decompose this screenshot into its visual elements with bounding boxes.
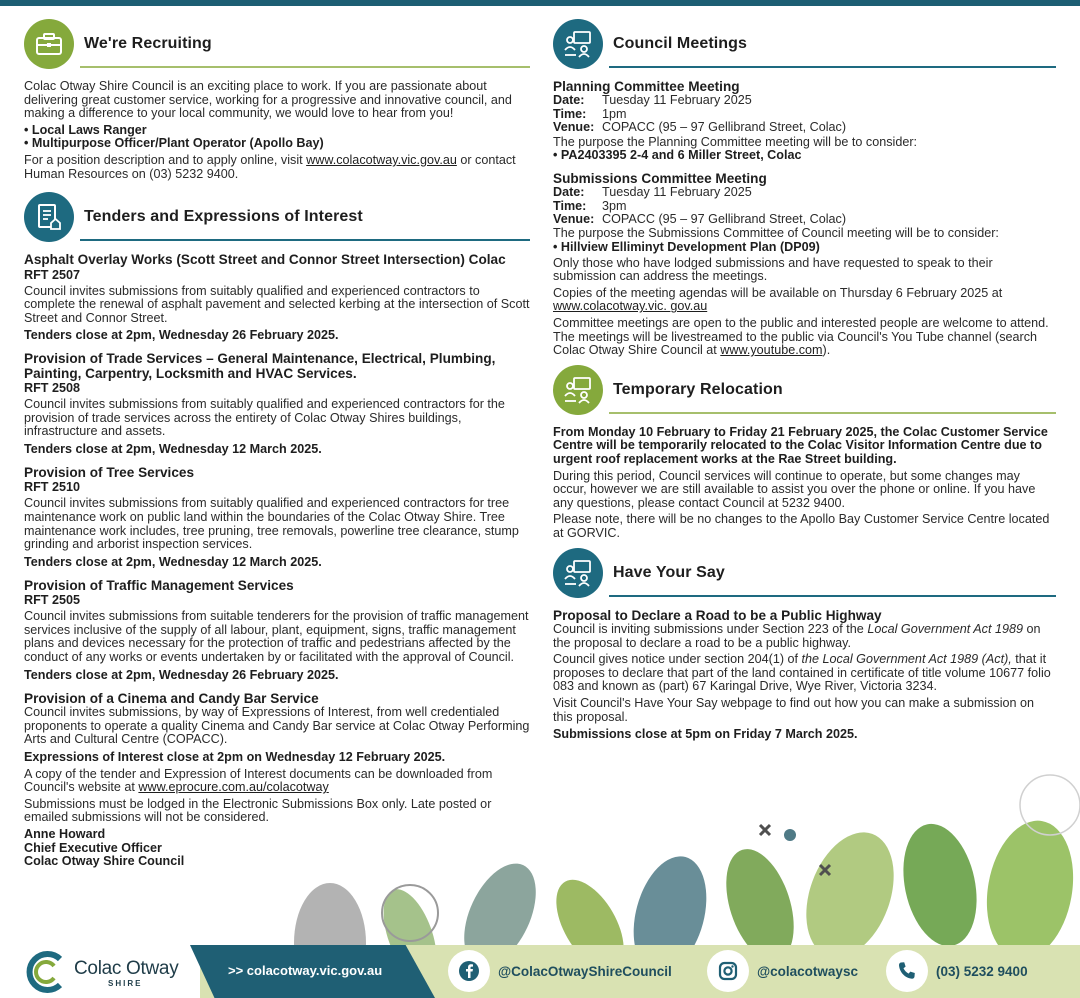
website-link[interactable]: >> colacotway.vic.gov.au — [228, 963, 383, 978]
apply-contact: or contact Human Resources on (03) 5232 9400. — [24, 152, 516, 181]
phone-contact[interactable] — [886, 950, 1028, 992]
tender-title: Asphalt Overlay Works (Scott Street and Connor Street Intersection) Colac — [24, 252, 506, 268]
apply-link[interactable]: www.colacotway.vic.gov.au — [306, 152, 457, 167]
footer — [0, 945, 1080, 998]
meetings-agenda — [553, 287, 1056, 314]
planning-meeting — [553, 80, 1056, 163]
planning-agenda-item: • PA2403395 2-4 and 6 Miller Street, Colac — [553, 149, 1056, 163]
cinema-title: Provision of a Cinema and Candy Bar Service — [24, 690, 319, 706]
submissions-time — [553, 200, 1056, 213]
meeting-people-icon — [553, 19, 603, 69]
tender-close: Tenders close at 2pm, Wednesday 12 March 2025. — [24, 441, 322, 456]
proposal-p2 — [553, 653, 1056, 694]
recruiting-title: We're Recruiting — [84, 35, 212, 52]
position-item: • Local Laws Ranger — [24, 124, 530, 138]
meetings-note: Only those who have lodged submissions and have requested to speak to their submission can address the meetings. — [553, 255, 993, 284]
section-rule — [609, 66, 1056, 68]
p2-text: Council gives notice under section 204(1) of — [553, 652, 802, 667]
instagram-icon — [707, 950, 749, 992]
tender-title: Provision of Tree Services — [24, 464, 195, 480]
facebook-icon — [448, 950, 490, 992]
submissions-agenda-item: • Hillview Elliminyt Development Plan (DP09) — [553, 241, 1056, 255]
meeting-people-icon — [553, 365, 603, 415]
logo-area — [0, 945, 200, 998]
cinema-lodge: Submissions must be lodged in the Electronic Submissions Box only. Late posted or emailed submissions will not be considered. — [24, 796, 492, 825]
instagram-contact[interactable] — [707, 950, 858, 992]
logo-name: Colac Otway — [74, 958, 179, 979]
time-value: 3pm — [602, 198, 627, 213]
p1-act: Local Government Act 1989 — [867, 621, 1023, 636]
tender-title: Provision of Trade Services – General Maintenance, Electrical, Plumbing, Painting, Carpentry, Locksmith and HVAC Services. — [24, 351, 496, 381]
submissions-date — [553, 186, 1056, 199]
meetings-header — [553, 18, 1056, 70]
eprocure-link[interactable]: www.eprocure.com.au/colacotway — [138, 780, 329, 795]
meeting-people-icon — [553, 548, 603, 598]
cinema-close: Expressions of Interest close at 2pm on Wednesday 12 February 2025. — [24, 749, 446, 764]
foliage-illustration — [290, 765, 1080, 947]
proposal-close: Submissions close at 5pm on Friday 7 March 2025. — [553, 727, 858, 742]
facebook-handle: @ColacOtwayShireCouncil — [498, 963, 672, 979]
agenda-text: Copies of the meeting agendas will be available on Thursday 6 February 2025 at — [553, 285, 1003, 300]
signoff-role: Chief Executive Officer — [24, 840, 162, 855]
apply-text: For a position description and to apply online, visit — [24, 152, 307, 167]
date-label: Date: — [553, 185, 585, 200]
top-color-bar — [0, 0, 1080, 6]
p1-post: on the proposal to declare a road to be a public highway. — [553, 621, 1041, 650]
planning-time — [553, 108, 1056, 121]
right-column — [553, 18, 1056, 742]
tender-item — [24, 352, 530, 457]
agenda-link[interactable]: www.colacotway.vic. gov.au — [553, 299, 708, 314]
tender-body: Council invites submissions from suitable tenderers for the provision of traffic management services inclusive of the supply of all labour, plant, equipment, signs, traffic management plans and devices necessary for the protection of traffic and pedestrians affected by the conduct of any works or events undertaken by or facilitated with the approval of Council. — [24, 609, 529, 664]
relocation-header — [553, 364, 1056, 416]
relocation-note: Please note, there will be no changes to the Apollo Bay Customer Service Centre located at GORVIC. — [553, 512, 1050, 540]
cinema-body: Council invites submissions, by way of Expressions of Interest, from well credentialed proponents to operate a quality Cinema and Candy Bar service at Colac Otway Performing Arts and Cultural Centre (COPACC). — [24, 704, 530, 747]
planning-purpose: The purpose the Planning Committee meeting will be to consider: — [553, 134, 918, 149]
document-house-icon — [24, 192, 74, 242]
date-value: Tuesday 11 February 2025 — [602, 93, 752, 108]
tender-item — [24, 579, 530, 683]
time-label: Time: — [553, 198, 587, 213]
tender-item — [24, 253, 530, 343]
colac-otway-logo-icon — [24, 951, 68, 993]
open-post: ). — [822, 343, 831, 358]
relocation-body: During this period, Council services will continue to operate, but some changes may occur, however we are still available to assist you over the phone or online. If you have any questions, please contact Council at 5232 9400. — [553, 468, 1036, 510]
submissions-title: Submissions Committee Meeting — [553, 170, 767, 186]
meetings-title: Council Meetings — [613, 35, 748, 52]
tender-close: Tenders close at 2pm, Wednesday 12 March 2025. — [24, 554, 322, 569]
tender-rft: RFT 2510 — [24, 480, 80, 495]
signoff-org: Colac Otway Shire Council — [24, 854, 185, 869]
venue-value: COPACC (95 – 97 Gellibrand Street, Colac) — [602, 120, 847, 135]
tender-close: Tenders close at 2pm, Wednesday 26 February 2025. — [24, 667, 339, 682]
section-rule — [609, 412, 1056, 414]
signoff-name: Anne Howard — [24, 827, 106, 842]
relocation-lead: From Monday 10 February to Friday 21 February 2025, the Colac Customer Service Centre will be temporarily relocated to the Colac Visitor Information Centre due to urgent roof replacement works at the Rae Street building. — [553, 424, 1048, 466]
haveyoursay-title: Have Your Say — [613, 563, 725, 581]
tender-rft: RFT 2507 — [24, 267, 80, 282]
planning-venue — [553, 121, 1056, 134]
haveyoursay-header — [553, 547, 1056, 599]
tenders-title: Tenders and Expressions of Interest — [84, 208, 363, 226]
time-label: Time: — [553, 106, 587, 121]
p1-text: Council is inviting submissions under Section 223 of the — [553, 621, 868, 636]
recruiting-apply — [24, 154, 530, 181]
p2-act: the Local Government Act 1989 (Act), — [801, 652, 1012, 667]
left-column — [24, 18, 530, 869]
tender-rft: RFT 2508 — [24, 381, 80, 396]
tender-body: Council invites submissions from suitably qualified and experienced contractors for tree maintenance work on public land within the boundaries of the Colac Otway Shire. Tree maintenance work includes, tree pruning, tree removals, powerline tree clearance, stump grinding and arborist inspection services. — [24, 496, 519, 552]
meetings-open — [553, 317, 1056, 358]
submissions-purpose: The purpose the Submissions Committee of Council meeting will be to consider: — [553, 226, 999, 241]
tenders-header — [24, 191, 530, 243]
tender-rft: RFT 2505 — [24, 593, 80, 608]
p2-post: that it proposes to declare that part of the land contained in certificate of title volume 10677 folio 083 and known as (part) 67 Karingal Drive, Wye River, Victoria 3234. — [553, 652, 1051, 694]
facebook-contact[interactable] — [448, 950, 672, 992]
logo-sub: SHIRE — [108, 979, 143, 988]
tender-body: Council invites submissions from suitably qualified and experienced contractors for the provision of trade services across the entirety of Colac Otway Shires buildings, infrastructure and assets. — [24, 397, 505, 439]
briefcase-icon — [24, 19, 74, 69]
download-text: A copy of the tender and Expression of Interest documents can be downloaded from Council's website at — [24, 766, 493, 795]
section-rule — [609, 595, 1056, 597]
venue-value: COPACC (95 – 97 Gellibrand Street, Colac) — [602, 212, 847, 227]
proposal-p1 — [553, 623, 1056, 650]
relocation-title: Temporary Relocation — [613, 380, 783, 398]
tender-title: Provision of Traffic Management Services — [24, 577, 294, 593]
date-value: Tuesday 11 February 2025 — [602, 185, 752, 200]
section-rule — [80, 66, 530, 68]
phone-icon — [886, 950, 928, 992]
planning-date — [553, 94, 1056, 107]
open-text: Committee meetings are open to the public and interested people are welcome to attend. The meetings will be livestreamed to the public via Council's You Tube channel (search Colac Otway Shire Council at — [553, 316, 1049, 358]
date-label: Date: — [553, 93, 585, 108]
submissions-meeting — [553, 172, 1056, 358]
submissions-venue — [553, 213, 1056, 226]
instagram-handle: @colacotwaysc — [757, 963, 858, 979]
planning-title: Planning Committee Meeting — [553, 79, 740, 94]
youtube-link[interactable]: www.youtube.com — [720, 343, 823, 358]
time-value: 1pm — [602, 106, 627, 121]
section-rule — [80, 239, 530, 241]
proposal-p3: Visit Council's Have Your Say webpage to find out how you can make a submission on this proposal. — [553, 695, 1035, 724]
position-item: • Multipurpose Officer/Plant Operator (Apollo Bay) — [24, 137, 530, 151]
tender-item — [24, 466, 530, 570]
proposal-title: Proposal to Declare a Road to be a Public Highway — [553, 607, 882, 623]
tender-close: Tenders close at 2pm, Wednesday 26 February 2025. — [24, 328, 339, 343]
recruiting-intro: Colac Otway Shire Council is an exciting place to work. If you are passionate about delivering great customer service, working for a progressive and innovative council, and making a difference to your local community, we would love to hear from you! — [24, 79, 512, 121]
recruiting-header — [24, 18, 530, 70]
tender-body: Council invites submissions from suitably qualified and experienced contractors to complete the renewal of asphalt pavement and selected kerbing at the intersection of Scott Street and Connor Street. — [24, 283, 530, 325]
venue-label: Venue: — [553, 120, 595, 135]
phone-number: (03) 5232 9400 — [936, 963, 1028, 979]
venue-label: Venue: — [553, 212, 595, 227]
